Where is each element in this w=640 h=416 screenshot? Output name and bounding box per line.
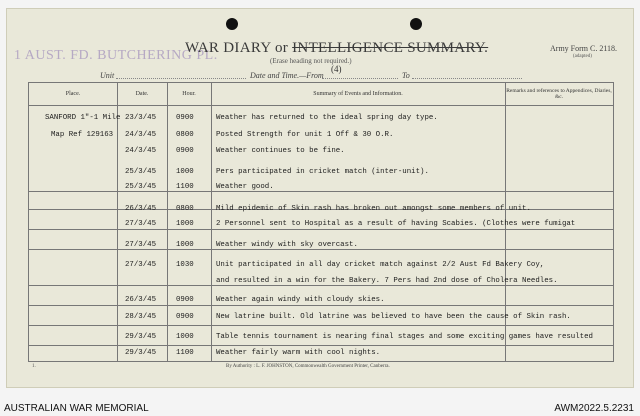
cell-summary: Pers participated in cricket match (inter-unit). xyxy=(216,168,429,176)
cell-place: Map Ref 129163 xyxy=(51,131,114,139)
cell-date: 29/3/45 xyxy=(125,349,157,357)
cell-hour: 1000 xyxy=(176,220,194,228)
cell-hour: 0900 xyxy=(176,147,194,155)
cell-summary: Mild epidemic of Skin rash has broken out amongst some members of unit. xyxy=(216,205,531,213)
cell-date: 25/3/45 xyxy=(125,168,157,176)
cell-summary: 2 Personnel sent to Hospital as a result of having Scabies. (Clothes were fumigat xyxy=(216,220,576,228)
header-remarks: Remarks and references to Appendices, Diaries, &c. xyxy=(506,88,612,100)
unit-label: Unit xyxy=(100,71,115,80)
cell-date: 27/3/45 xyxy=(125,261,157,269)
cell-summary: New latrine built. Old latrine was believed to have been the cause of Skin rash. xyxy=(216,313,571,321)
row-rule xyxy=(29,191,613,192)
row-rule xyxy=(29,229,613,230)
date-time-label: Date and Time.—From xyxy=(250,71,324,80)
cell-summary: Weather continues to be fine. xyxy=(216,147,345,155)
cell-date: 25/3/45 xyxy=(125,183,157,191)
row-rule xyxy=(29,305,613,306)
header-date: Date. xyxy=(135,91,149,97)
header-rule xyxy=(29,105,613,106)
form-number: 1. xyxy=(32,364,36,369)
cell-hour: 0800 xyxy=(176,131,194,139)
header-place: Place. xyxy=(65,91,81,97)
title-struck: INTELLIGENCE SUMMARY. xyxy=(292,40,489,56)
to-label: To xyxy=(402,71,410,80)
row-rule xyxy=(29,249,613,250)
cell-place: SANFORD 1"-1 Mile xyxy=(45,114,121,122)
cell-hour: 1030 xyxy=(176,261,194,269)
cell-summary: Weather again windy with cloudy skies. xyxy=(216,296,385,304)
header-summary: Summary of Events and Information. xyxy=(313,91,403,97)
row-rule xyxy=(29,325,613,326)
diary-table xyxy=(28,82,614,362)
cell-summary: Weather has returned to the ideal spring day type. xyxy=(216,114,438,122)
title-main: WAR DIARY xyxy=(185,40,271,56)
cell-hour: 1100 xyxy=(176,183,194,191)
cell-hour: 1100 xyxy=(176,349,194,357)
cell-summary: Posted Strength for unit 1 Off & 30 O.R. xyxy=(216,131,394,139)
cell-date: 24/3/45 xyxy=(125,131,157,139)
page-title xyxy=(185,40,488,57)
cell-summary: Table tennis tournament is nearing final stages and some exciting games have resulted xyxy=(216,333,593,341)
cell-date: 26/3/45 xyxy=(125,205,157,213)
column-divider xyxy=(117,83,118,361)
army-form-label: Army Form C. 2118. xyxy=(550,44,618,53)
page-number: (4) xyxy=(331,64,342,74)
unit-dotted-line xyxy=(116,78,246,79)
cell-hour: 1000 xyxy=(176,241,194,249)
header-hour: Hour. xyxy=(182,91,196,97)
cell-date: 23/3/45 xyxy=(125,114,157,122)
punch-hole xyxy=(226,18,238,30)
row-rule xyxy=(29,285,613,286)
archive-id: AWM2022.5.2231 xyxy=(554,403,634,414)
cell-date: 26/3/45 xyxy=(125,296,157,304)
cell-summary: Weather windy with sky overcast. xyxy=(216,241,358,249)
row-rule xyxy=(29,345,613,346)
unit-stamp: 1 AUST. FD. BUTCHERING PL. xyxy=(14,48,218,63)
punch-hole xyxy=(410,18,422,30)
cell-hour: 0900 xyxy=(176,296,194,304)
cell-hour: 0800 xyxy=(176,205,194,213)
cell-hour: 0900 xyxy=(176,313,194,321)
cell-date: 27/3/45 xyxy=(125,220,157,228)
cell-date: 27/3/45 xyxy=(125,241,157,249)
subtitle: (Erase heading not required.) xyxy=(270,57,352,65)
cell-hour: 0900 xyxy=(176,114,194,122)
archive-name: AUSTRALIAN WAR MEMORIAL xyxy=(4,403,149,414)
cell-date: 28/3/45 xyxy=(125,313,157,321)
cell-hour: 1000 xyxy=(176,168,194,176)
adapted-label: (adapted) xyxy=(573,54,592,59)
cell-summary: and resulted in a win for the Bakery. 7 Pers had 2nd dose of Cholera Needles. xyxy=(216,277,558,285)
column-divider xyxy=(167,83,168,361)
title-or: or xyxy=(274,40,289,56)
cell-summary: Weather fairly warm with cool nights. xyxy=(216,349,381,357)
printer-authority: By Authority : L. F. JOHNSTON, Commonwealth Government Printer, Canberra. xyxy=(226,364,390,369)
cell-summary: Weather good. xyxy=(216,183,274,191)
column-divider xyxy=(211,83,212,361)
cell-date: 29/3/45 xyxy=(125,333,157,341)
cell-date: 24/3/45 xyxy=(125,147,157,155)
cell-summary: Unit participated in all day cricket match against 2/2 Aust Fd Bakery Coy, xyxy=(216,261,545,269)
from-dotted-line xyxy=(322,78,398,79)
to-dotted-line xyxy=(412,78,522,79)
cell-hour: 1000 xyxy=(176,333,194,341)
